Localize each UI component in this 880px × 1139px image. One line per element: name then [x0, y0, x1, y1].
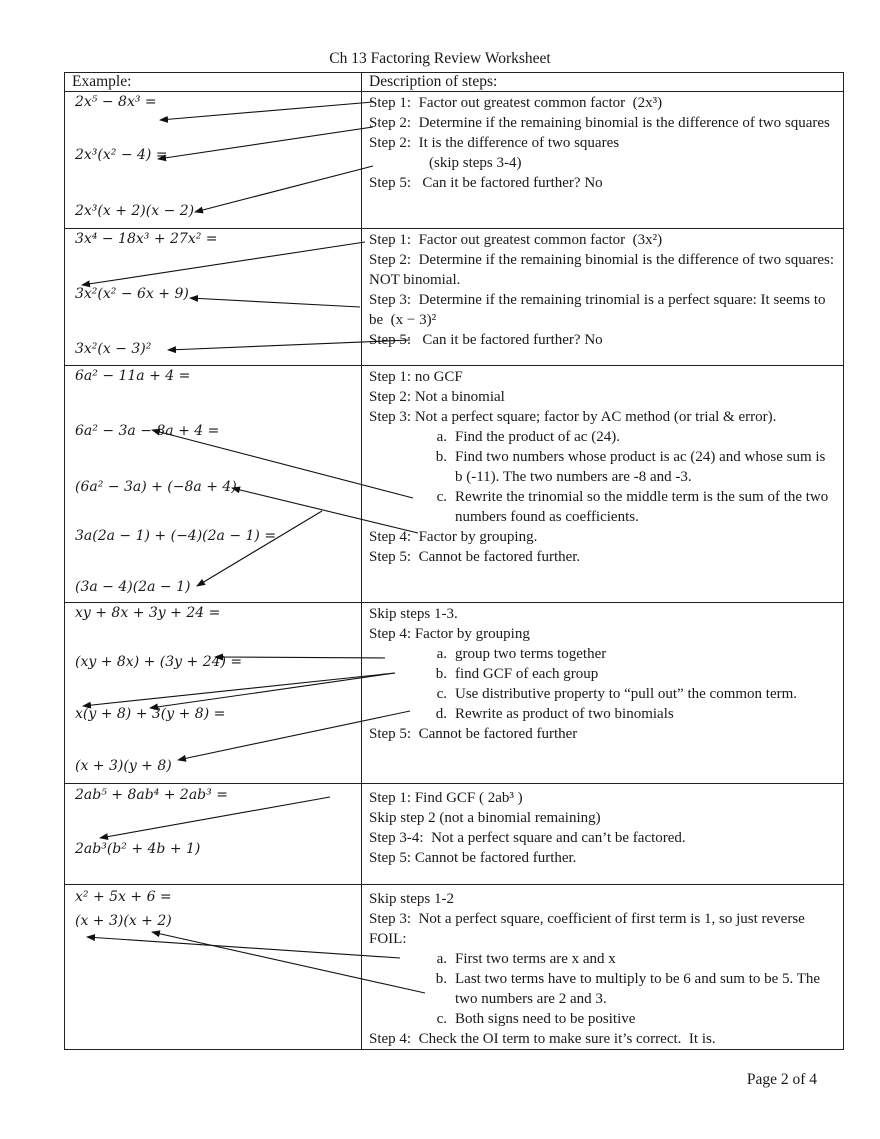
- step-line: Step 4: Check the OI term to make sure it’s correct. It is.: [369, 1031, 716, 1047]
- step-line: Step 5: Can it be factored further? No: [369, 332, 603, 348]
- column-header-example: Example:: [65, 73, 362, 92]
- math-line: 2x³(x² − 4) =: [75, 147, 168, 163]
- page-title: Ch 13 Factoring Review Worksheet: [329, 50, 551, 67]
- step-line: Step 3: Not a perfect square; factor by AC method (or trial & error).: [369, 409, 777, 425]
- math-line: 2x³(x + 2)(x − 2): [75, 203, 195, 219]
- step-line: Skip step 2 (not a binomial remaining): [369, 810, 601, 826]
- math-line: 2ab³(b² + 4b + 1): [75, 841, 201, 857]
- math-line: (6a² − 3a) + (−8a + 4): [75, 479, 237, 495]
- math-line: 3x⁴ − 18x³ + 27x² =: [75, 231, 218, 247]
- step-line: Step 3: Determine if the remaining trinomial is a perfect square: It seems to be (x − 3)²: [369, 292, 830, 328]
- step-line: Skip steps 1-2: [369, 891, 455, 907]
- math-line: (xy + 8x) + (3y + 24) =: [75, 654, 243, 670]
- math-line: 3x²(x − 3)²: [75, 341, 152, 357]
- step-line: Step 5: Cannot be factored further.: [369, 850, 577, 866]
- substep-text: Both signs need to be positive: [455, 1011, 636, 1027]
- math-line: xy + 8x + 3y + 24 =: [75, 605, 221, 621]
- substep-label: b.: [435, 971, 447, 987]
- math-line: 2ab⁵ + 8ab⁴ + 2ab³ =: [75, 787, 228, 803]
- substep: [369, 1009, 836, 1029]
- math-line: 6a² − 11a + 4 =: [75, 368, 191, 384]
- substep: [369, 949, 836, 969]
- substep-text: Find the product of ac (24).: [455, 429, 620, 445]
- table-row: [65, 366, 844, 603]
- step-line: Step 2: Determine if the remaining binomial is the difference of two squares: [369, 115, 830, 131]
- substep-label: c.: [436, 1011, 447, 1027]
- substep-text: Last two terms have to multiply to be 6 and sum to be 5. The two numbers are 2 and 3.: [455, 971, 821, 1007]
- description-cell: [362, 229, 844, 366]
- description-cell: [362, 603, 844, 784]
- math-line: (x + 3)(y + 8): [75, 758, 172, 774]
- substep-text: find GCF of each group: [455, 666, 599, 682]
- step-line: Step 5: Cannot be factored further: [369, 726, 578, 742]
- substep: [369, 664, 836, 684]
- math-line: 2x⁵ − 8x³ =: [75, 94, 157, 110]
- example-cell: [65, 784, 362, 885]
- substep-label: c.: [436, 489, 447, 505]
- step-line: Step 1: Factor out greatest common factor (3x²): [369, 232, 663, 248]
- example-cell: [65, 366, 362, 603]
- step-line: Step 4: Factor by grouping: [369, 626, 530, 642]
- substep-label: b.: [435, 449, 447, 465]
- math-line: (3a − 4)(2a − 1): [75, 579, 191, 595]
- step-line: Skip steps 1-3.: [369, 606, 458, 622]
- worksheet-table: [64, 72, 844, 1050]
- substep: [369, 969, 836, 1009]
- math-line: x(y + 8) + 3(y + 8) =: [75, 706, 226, 722]
- substep-label: d.: [435, 706, 447, 722]
- step-line: Step 4: Factor by grouping.: [369, 529, 538, 545]
- substep-text: Rewrite as product of two binomials: [455, 706, 674, 722]
- math-line: 3x²(x² − 6x + 9): [75, 286, 189, 302]
- table-row: [65, 885, 844, 1050]
- description-cell: [362, 92, 844, 229]
- substep-text: group two terms together: [455, 646, 607, 662]
- page-number: Page 2 of 4: [746, 1071, 817, 1088]
- substep-label: a.: [436, 646, 447, 662]
- math-line: (x + 3)(x + 2): [75, 913, 172, 929]
- step-line: Step 3-4: Not a perfect square and can’t be factored.: [369, 830, 686, 846]
- math-line: 6a² − 3a − 8a + 4 =: [75, 423, 220, 439]
- step-line: Step 1: no GCF: [369, 369, 463, 385]
- table-row: [65, 229, 844, 366]
- substep-text: Rewrite the trinomial so the middle term is the sum of the two numbers found as coefficients.: [455, 489, 829, 525]
- substep: [369, 684, 836, 704]
- example-cell: [65, 229, 362, 366]
- substep-label: b.: [435, 666, 447, 682]
- substep-text: First two terms are x and x: [455, 951, 616, 967]
- example-cell: [65, 92, 362, 229]
- step-line: Step 1: Factor out greatest common factor (2x³): [369, 95, 663, 111]
- substep-text: Find two numbers whose product is ac (24) and whose sum is b (-11). The two numbers are -8 and -3.: [455, 449, 826, 485]
- step-line: Step 2: Not a binomial: [369, 389, 505, 405]
- substep-label: c.: [436, 686, 447, 702]
- substep-label: a.: [436, 429, 447, 445]
- step-line: Step 3: Not a perfect square, coefficient of first term is 1, so just reverse FOIL:: [369, 911, 809, 947]
- substep: [369, 447, 836, 487]
- substep: [369, 644, 836, 664]
- substep-text: Use distributive property to “pull out” the common term.: [455, 686, 798, 702]
- step-line: Step 2: It is the difference of two squares: [369, 135, 620, 151]
- table-row: [65, 92, 844, 229]
- substep: [369, 487, 836, 527]
- description-cell: [362, 366, 844, 603]
- table-row: [65, 784, 844, 885]
- step-line: Step 2: Determine if the remaining binomial is the difference of two squares: NOT binomial.: [369, 252, 838, 288]
- step-line: (skip steps 3-4): [429, 155, 522, 171]
- table-row: [65, 603, 844, 784]
- substep: [369, 704, 836, 724]
- math-line: x² + 5x + 6 =: [75, 889, 172, 905]
- math-line: 3a(2a − 1) + (−4)(2a − 1) =: [75, 528, 277, 544]
- substep-label: a.: [436, 951, 447, 967]
- description-cell: [362, 784, 844, 885]
- step-line: Step 5: Cannot be factored further.: [369, 549, 581, 565]
- column-header-description: Description of steps:: [362, 73, 844, 92]
- example-cell: [65, 885, 362, 1050]
- substep: [369, 427, 836, 447]
- step-line: Step 5: Can it be factored further? No: [369, 175, 603, 191]
- description-cell: [362, 885, 844, 1050]
- step-line: Step 1: Find GCF ( 2ab³ ): [369, 790, 523, 806]
- table-header-row: [65, 73, 844, 92]
- example-cell: [65, 603, 362, 784]
